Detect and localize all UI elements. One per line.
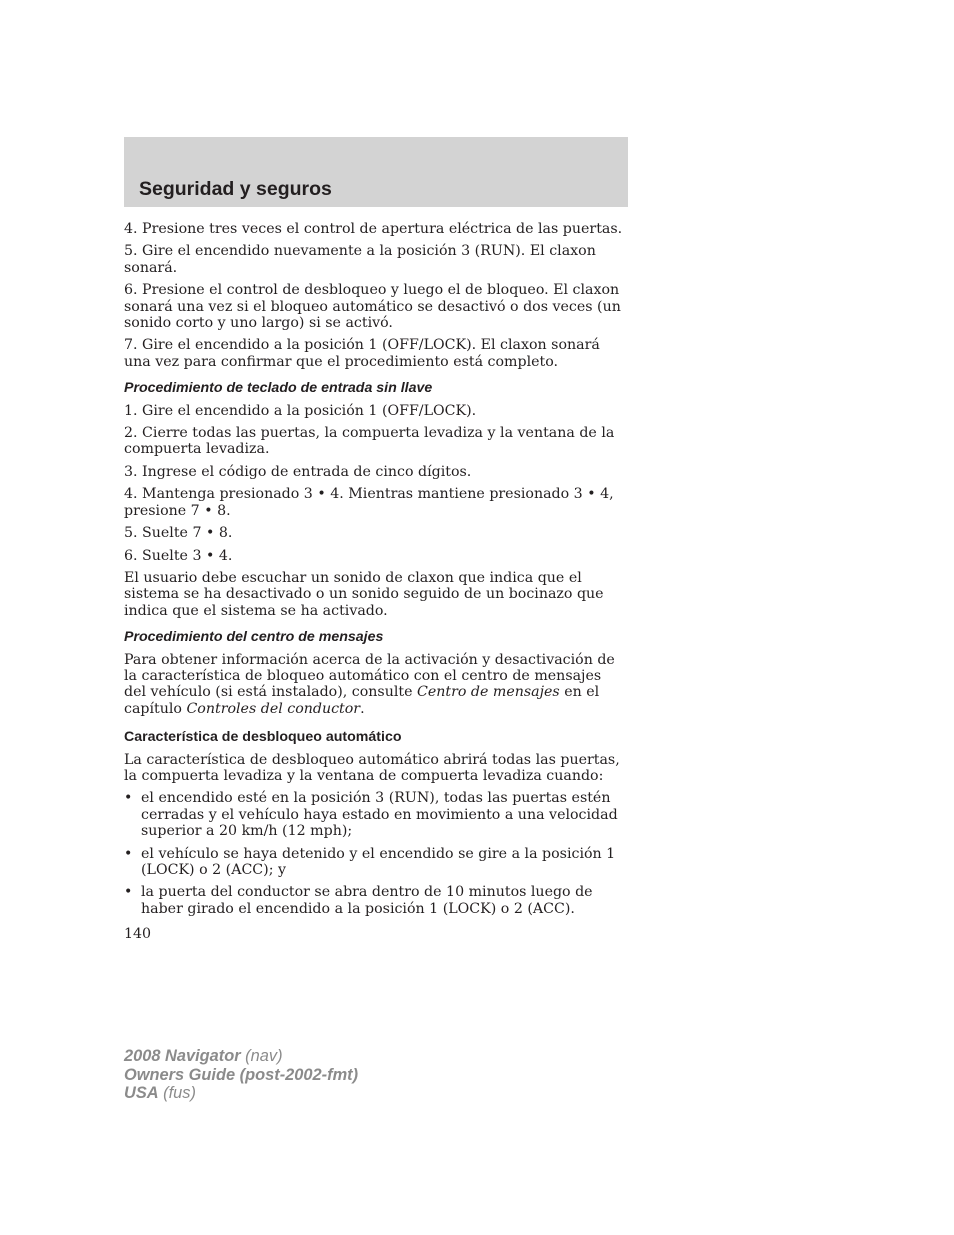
- keypad-step-5: 5. Suelte 7 • 8.: [124, 525, 233, 542]
- message-center-paragraph: [124, 652, 624, 718]
- step-5: 5. Gire el encendido nuevamente a la posición 3 (RUN). El claxon sonará.: [124, 243, 596, 276]
- bullet-icon: •: [124, 790, 133, 807]
- keypad-step-3: 3. Ingrese el código de entrada de cinco dígitos.: [124, 463, 472, 480]
- message-center-text-middle: en el capítulo: [124, 684, 600, 717]
- auto-unlock-heading: Característica de desbloqueo automático: [124, 729, 402, 746]
- footer-model: 2008 Navigator: [124, 1047, 241, 1065]
- step-6: 6. Presione el control de desbloqueo y luego el de bloqueo. El claxon sonará una vez si el bloqueo automático se desactivó o dos veces (un sonido corto y uno largo) si se activó.: [124, 282, 621, 332]
- footer-market-code: (fus): [158, 1084, 196, 1102]
- list-item: [124, 884, 624, 917]
- message-center-ref: Centro de mensajes: [416, 684, 560, 701]
- document-footer: [124, 1047, 358, 1103]
- keypad-step-1: 1. Gire el encendido a la posición 1 (OFF/LOCK).: [124, 402, 477, 419]
- auto-unlock-intro: La característica de desbloqueo automático abrirá todas las puertas, la compuerta levadiza y la ventana de compuerta levadiza cuando:: [124, 751, 620, 784]
- message-center-text-before: Para obtener información acerca de la activación y desactivación de la característica de bloqueo automático con el centro de mensajes del vehículo (si está instalado), consulte: [124, 651, 615, 701]
- footer-line-3: [124, 1084, 358, 1103]
- footer-line-2: [124, 1066, 358, 1085]
- keypad-note: El usuario debe escuchar un sonido de claxon que indica que el sistema se ha desactivado o un sonido seguido de un bocinazo que indica que el sistema se ha activado.: [124, 569, 604, 619]
- chapter-header-band: [124, 137, 628, 207]
- list-item: [124, 790, 624, 839]
- step-4: 4. Presione tres veces el control de apertura eléctrica de las puertas.: [124, 221, 623, 237]
- chapter-title: Seguridad y seguros: [139, 178, 332, 200]
- message-center-heading: Procedimiento del centro de mensajes: [124, 629, 384, 646]
- footer-guide: Owners Guide (post-2002-fmt): [124, 1065, 359, 1084]
- keypad-step-6: 6. Suelte 3 • 4.: [124, 547, 233, 564]
- keypad-step-2: 2. Cierre todas las puertas, la compuerta levadiza y la ventana de la compuerta levadiza.: [124, 425, 615, 458]
- keypad-procedure-heading: Procedimiento de teclado de entrada sin llave: [124, 380, 433, 397]
- auto-unlock-conditions: [124, 790, 624, 917]
- list-item-text: la puerta del conductor se abra dentro de 10 minutos luego de haber girado el encendido a la posición 1 (LOCK) o 2 (ACC).: [141, 884, 593, 917]
- page-content: [124, 221, 624, 923]
- footer-market: USA: [124, 1084, 159, 1102]
- driver-controls-ref: Controles del conductor: [186, 700, 361, 717]
- message-center-text-after: .: [360, 700, 365, 717]
- list-item: [124, 846, 624, 879]
- list-item-text: el encendido esté en la posición 3 (RUN), todas las puertas estén cerradas y el vehículo haya estado en movimiento a una velocidad superior a 20 km/h (12 mph);: [141, 790, 618, 840]
- list-item-text: el vehículo se haya detenido y el encendido se gire a la posición 1 (LOCK) o 2 (ACC); y: [141, 845, 616, 878]
- step-7: 7. Gire el encendido a la posición 1 (OFF/LOCK). El claxon sonará una vez para confirmar que el procedimiento está completo.: [124, 337, 600, 370]
- footer-line-1: [124, 1047, 358, 1066]
- keypad-step-4: 4. Mantenga presionado 3 • 4. Mientras mantiene presionado 3 • 4, presione 7 • 8.: [124, 486, 614, 519]
- bullet-icon: •: [124, 884, 133, 901]
- page-number: 140: [124, 926, 152, 942]
- bullet-icon: •: [124, 845, 133, 862]
- footer-model-code: (nav): [240, 1047, 283, 1065]
